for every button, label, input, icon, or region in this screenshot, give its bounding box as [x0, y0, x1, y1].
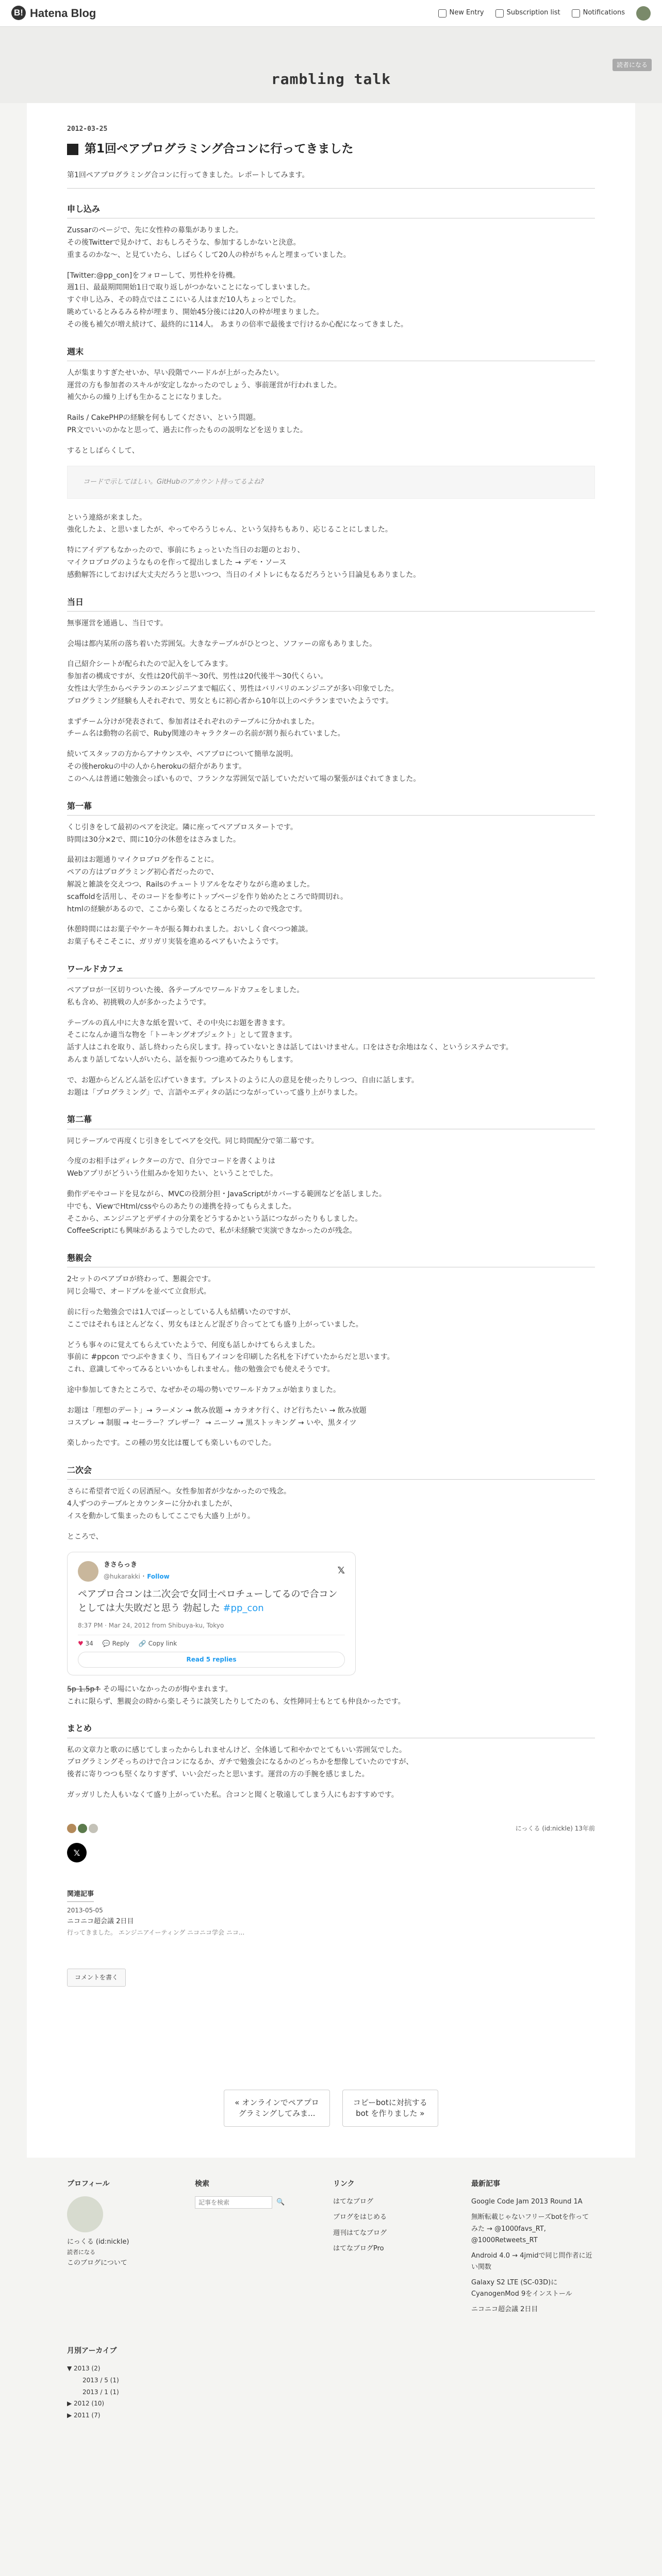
text-line: 楽しかったです。この種の男女比は覆しても楽しいものでした。 — [67, 1439, 276, 1448]
text-line: 会場は都内某所の落ち着いた雰囲気。大きなテーブルがひとつと、ソファーの席もありました。 — [67, 639, 377, 648]
paragraph — [67, 1384, 595, 1397]
text-line: ところで、 — [67, 1532, 103, 1541]
paragraph — [67, 445, 595, 457]
text-line: 後者に寄りつつも堅くなりすぎず、いい会だったと思います。運営の方の手腕を感じました。 — [67, 1770, 369, 1779]
footer-link[interactable]: ブログをはじめる — [333, 2213, 387, 2222]
text-line: 眺めているとみるみる枠が埋まり、開始45分後には20人の枠が埋まりました。 — [67, 308, 324, 316]
paragraph — [67, 985, 595, 1009]
archive-list — [67, 2363, 595, 2421]
paragraph — [67, 367, 595, 404]
archive-item[interactable]: 2013 / 1 (1) — [82, 2388, 119, 2396]
recent-module — [471, 2178, 595, 2320]
x-logo-icon[interactable]: 𝕏 — [337, 1565, 345, 1577]
profile-avatar[interactable] — [67, 2196, 103, 2232]
tweet-reply[interactable] — [103, 1638, 129, 1649]
profile-name[interactable]: にっくる (id:nickle) — [67, 2238, 129, 2246]
prev-line2: グラミングしてみま... — [238, 2108, 316, 2118]
text-line: [Twitter:@pp_con]をフォローして、男性枠を待機。 — [67, 271, 240, 280]
about-blog-link[interactable]: このブログについて — [67, 2259, 127, 2267]
text-line: 重まるのかな〜、と見ていたら、しばらくして20人の枠がちゃんと埋まっていました。 — [67, 250, 351, 259]
notifications-link[interactable] — [572, 7, 625, 19]
text-line: という連絡が来ました。 — [67, 513, 146, 522]
text-line: 無事運営を通過し、当日です。 — [67, 619, 168, 628]
text-line: その後Twitterで見かけて、おもしろそうな、参加するしかないと決意。 — [67, 238, 301, 247]
notifications-label: Notifications — [583, 9, 625, 17]
text-line: コスプレ → 制服 → セーラー？ブレザー？ → ニーソ → 黒ストッキング → いや、黒タイツ — [67, 1418, 357, 1427]
section-heading: 当日 — [67, 595, 595, 612]
star-user-icon[interactable] — [89, 1824, 98, 1833]
paragraph — [67, 822, 595, 846]
related-entries — [67, 1888, 595, 1938]
recent-entry-link[interactable]: ニコニコ超会議 2日目 — [471, 2306, 538, 2314]
tweet-text: ペアプロ合コンは二次会で女同士ペロチューしてるので合コンとしては大失敗だと思う 勃起した — [78, 1589, 338, 1614]
text-line: で、お題からどんどん話を広げていきます。ブレストのように人の意見を使ったりしつつ、自由に話します。 — [67, 1076, 419, 1084]
text-line: プログラミングそっちのけで合コンになるか、ガチで勉強会になるかのどっちかを想像していたのですが、 — [67, 1758, 413, 1767]
paragraph — [67, 1136, 595, 1148]
search-icon[interactable]: 🔍 — [276, 2198, 285, 2207]
code-note: コードで示してほしい。GitHubのアカウント持ってるよね? — [67, 466, 595, 499]
text-line: 私の文章力と歌のに感じてしまったからしれませんけど、全体通して和やかでとてもいい雰囲気でした。 — [67, 1745, 406, 1754]
tweet-author: きさらっき — [104, 1561, 138, 1569]
star-user-icon[interactable] — [67, 1824, 76, 1833]
footer-modules — [27, 2158, 635, 2341]
paragraph — [67, 1018, 595, 1066]
text-line: 今度のお相手はディレクターの方で、自分でコードを書くよりは — [67, 1157, 276, 1166]
footer-link[interactable]: はてなブログ — [333, 2198, 374, 2206]
text-line: イスを動かして集まったのもしてここでも大盛り上がり。 — [67, 1512, 255, 1520]
subscription-label: Subscription list — [506, 9, 560, 17]
text-line: Zussarのページで、先に女性枠の募集がありました。 — [67, 226, 243, 235]
text-line: これ、意識してやってみるといいかもしれません。他の勉強会でも使えそうです。 — [67, 1365, 335, 1374]
paragraph — [67, 1531, 595, 1544]
entry-pager — [67, 2090, 595, 2127]
text-line: ガッガリした人もいなくて盛り上がっていた私。合コンと聞くと敬遠してしまう人にもおすすめです。 — [67, 1790, 399, 1799]
user-avatar[interactable] — [636, 6, 651, 21]
paragraph — [67, 1307, 595, 1331]
section-heading: 申し込み — [67, 202, 595, 218]
text-line: 女性は大学生からベテランのエンジニアまで幅広く、男性はバリバリのエンジニアが多い印象でした。 — [67, 684, 399, 693]
entry-sections-2 — [67, 512, 595, 1544]
text-line: 補欠からの繰り上げも生かることになりました。 — [67, 393, 226, 402]
text-line: そこになんか適当な物を「トーキングオブジェクト」として置きます。 — [67, 1031, 297, 1040]
new-entry-label: New Entry — [449, 9, 484, 17]
profile-subscribe[interactable]: 読者になる — [67, 2249, 95, 2256]
text-line: 4人ずつのテーブルとカウンターに分かれましたが、 — [67, 1500, 237, 1509]
text-line: プログラミング経験も人それぞれで、男女ともに初心者から10年以上のベテランまでいたようです。 — [67, 697, 393, 705]
related-desc: 行ってきました。 エンジニアイーティング ニコニコ学会 ニコ... — [67, 1928, 245, 1936]
text-line: 2セットのペアプロが終わって、懇親会です。 — [67, 1275, 216, 1284]
text-line: CoffeeScriptにも興味があるようでしたので、私が未経験で実演できなかったのが残念。 — [67, 1227, 357, 1235]
struck-text: 5p 1.5p↑ — [67, 1685, 101, 1693]
paragraph — [67, 749, 595, 785]
related-label: 関連記事 — [67, 1889, 94, 1902]
archive-heading: 月別アーカイブ — [67, 2347, 117, 2355]
tweet-avatar — [78, 1561, 98, 1582]
text-line: このへんは普通に勉強会っぽいもので、フランクな雰囲気で話していただいて場の緊張がほぐれてきました。 — [67, 774, 421, 783]
text-line: チーム名は動物の名前で、Ruby関連のキャラクターの名前が割り振られていました。 — [67, 730, 345, 738]
text-line: Webアプリがどういう仕組みかを知りたい、ということでした。 — [67, 1170, 277, 1178]
title-square-icon — [67, 144, 78, 155]
tweet-copy-link[interactable] — [139, 1638, 177, 1649]
after-tweet-para — [67, 1684, 595, 1708]
text-line: 私も含め、初挑戦の人が多かったようです。 — [67, 998, 211, 1007]
logo-text: Hatena Blog — [30, 6, 96, 20]
text-line: まずチーム分けが発表されて、参加者はそれぞれのテーブルに分かれました。 — [67, 717, 319, 726]
text-line: くじ引きをして最初のペアを決定。隣に座ってペアプロスタートです。 — [67, 823, 297, 832]
blog-header — [0, 27, 662, 103]
recent-heading: 最新記事 — [471, 2179, 500, 2188]
text-line: ペアプロが一区切りついた後、各テーブルでワールドカフェをしました。 — [67, 986, 304, 995]
reply-icon: 💬 — [102, 1640, 110, 1648]
text-line: その後herokuの中の人からherokuの紹介があります。 — [67, 762, 246, 771]
prev-line1: « オンラインでペアプロ — [235, 2097, 319, 2107]
after-tweet-line1: その場にいなかったのが悔やまれます。 — [101, 1685, 233, 1693]
paragraph — [67, 638, 595, 651]
subscribe-button[interactable]: 読者になる — [613, 59, 652, 71]
archive-item[interactable]: ▶ 2012 (10) — [67, 2400, 105, 2408]
text-line: するとしばらくして、 — [67, 446, 139, 455]
text-line: 動作デモやコードを見ながら、MVCの役割分担・JavaScriptがカバーする範囲などを話しました。 — [67, 1190, 386, 1199]
share-buttons — [67, 1843, 595, 1862]
tweet-hashtag[interactable]: #pp_con — [223, 1602, 264, 1614]
section-heading: 第二幕 — [67, 1112, 595, 1129]
entry-title[interactable] — [67, 139, 595, 159]
text-line: 話す人はこれを取り、話し終わったら戻します。持っていないときは話してはいけません。口をはさむ余地はなく、というシステムです。 — [67, 1043, 513, 1052]
paragraph — [67, 658, 595, 707]
paragraph — [67, 545, 595, 581]
link-icon: 🔗 — [138, 1640, 146, 1648]
bell-icon — [572, 9, 580, 18]
section-heading: 二次会 — [67, 1463, 595, 1480]
footer-link[interactable]: はてなブログPro — [333, 2244, 384, 2252]
text-line: 週1日、最最期間開始1日で取り返しがつかないことになってしまいました。 — [67, 283, 315, 292]
entry-author-footer[interactable]: にっくる (id:nickle) 13年前 — [515, 1824, 595, 1832]
hatena-blog-logo[interactable] — [11, 4, 96, 23]
text-line: 参加者の構成ですが、女性は20代前半〜30代、男性は20代後半〜30代くらい。 — [67, 672, 328, 681]
pencil-icon — [438, 9, 446, 18]
text-line: マイクロブログのようなものを作って提出しました → デモ・ソース — [67, 558, 287, 567]
text-line: htmlの経験があるので、ここから楽しくなるところだったので残念です。 — [67, 905, 307, 913]
tweet-time[interactable]: 8:37 PM · Mar 24, 2012 from Shibuya-ku, Tokyo — [78, 1620, 345, 1635]
paragraph — [67, 924, 595, 948]
paragraph — [67, 1189, 595, 1238]
section-heading: 第一幕 — [67, 799, 595, 816]
entry-date[interactable]: 2012-03-25 — [67, 125, 108, 133]
paragraph — [67, 1156, 595, 1180]
top-bar — [0, 0, 662, 27]
paragraph — [67, 854, 595, 916]
paragraph — [67, 1789, 595, 1802]
summary-section — [67, 1721, 595, 1801]
recent-entry-link[interactable]: 無断転載じゃないフリーズbotを作ってみた → @1000favs_RT, @1000Retweets_RT — [471, 2213, 589, 2244]
paragraph — [67, 618, 595, 630]
text-line: 人が集まりすぎたせいか、早い段階でハードルが上がったみたい。 — [67, 368, 284, 377]
after-tweet-line2: これに限らず、懇親会の時から楽しそうに談笑したりしてたのも、女性陣同士もとても仲良かったです。 — [67, 1697, 405, 1706]
section-heading: まとめ — [67, 1721, 595, 1738]
tweet-like[interactable] — [78, 1638, 93, 1649]
text-line: 特にアイデアもなかったので、事前にちょっといた当日のお題のとおり、 — [67, 546, 305, 555]
tweet-reply-label: Reply — [112, 1640, 129, 1648]
text-line: 事前に #ppcon でつぶやきまくり、当日もアイコンを印刷した名札を下げていたからだと思います。 — [67, 1353, 394, 1362]
search-input[interactable] — [195, 2196, 272, 2209]
paragraph — [67, 225, 595, 261]
x-share-icon[interactable]: 𝕏 — [67, 1843, 87, 1862]
text-line: 中でも、ViewでHtml/cssやらのあたりの連携を持ってもらえました。 — [67, 1202, 296, 1211]
embedded-tweet[interactable]: きさらっき @hukarakki · Follow 𝕏 ペアプロ合コンは二次会で女同士ペロチューしてるので合コンとしては大失敗だと思う 勃起した #pp_con 8:37 PM · Mar 24, 2012 from Shibuya-ku, Tokyo ♥ 34 💬 Reply 🔗 Copy link Read 5 replies — [67, 1552, 356, 1675]
section-heading: 週末 — [67, 345, 595, 361]
text-line: その後も補欠が増え続けて、最終的に114人。 あまりの倍率で最後まで行けるか心配になってきました。 — [67, 320, 408, 329]
star-row — [67, 1823, 595, 1834]
heart-icon: ♥ — [78, 1640, 84, 1648]
entry-article — [27, 103, 635, 2158]
tweet-copy-label: Copy link — [148, 1640, 177, 1648]
paragraph — [67, 1744, 595, 1781]
list-icon — [495, 9, 504, 18]
text-line: 時間は30分×2で、間に10分の休憩をはさみました。 — [67, 835, 240, 844]
text-line: どうも事々のに覚えてもらえていたようで、何度も話しかけてもらえました。 — [67, 1341, 320, 1349]
recent-entry-link[interactable]: Galaxy S2 LTE (SC-03D)にCyanogenMod 9をインストール — [471, 2278, 572, 2298]
related-date: 2013-05-05 — [67, 1907, 103, 1914]
tweet-handle: @hukarakki — [104, 1572, 140, 1580]
new-entry-link[interactable] — [438, 7, 484, 19]
entry-intro: 第1回ペアプログラミング合コンに行ってきました。レポートしてみます。 — [67, 170, 595, 189]
archive-item[interactable]: ▼ 2013 (2) — [67, 2364, 101, 2372]
search-module — [195, 2178, 319, 2320]
recent-entry-link[interactable]: Android 4.0 → 4jmidで同じ問作者に近い関数 — [471, 2251, 592, 2271]
subscription-link[interactable] — [495, 7, 560, 19]
hatena-logo-icon: B! — [11, 6, 26, 20]
links-list — [333, 2196, 457, 2254]
paragraph — [67, 512, 595, 537]
text-line: 休憩時間にはお菓子やケーキが振る舞われました。おいしく食べつつ雑談。 — [67, 925, 312, 934]
paragraph — [67, 1437, 595, 1450]
recent-list — [471, 2196, 595, 2315]
text-line: Rails / CakePHPの経験を何もしてください、という問題。 — [67, 414, 260, 422]
text-line: すぐ申し込み、その時点ではここにいる人はまだ10人ちょっとでした。 — [67, 296, 301, 304]
profile-module — [67, 2178, 180, 2320]
entry-sections-1 — [67, 202, 595, 457]
text-line: 同じテーブルで再度くじ引きをしてペアを交代。同じ時間配分で第二幕です。 — [67, 1137, 319, 1145]
related-title[interactable]: ニコニコ超会議 2日目 — [67, 1917, 134, 1925]
text-line: 途中参加してきたところで、なぜかその場の勢いでワールドカフェが始まりました。 — [67, 1386, 341, 1394]
blog-title[interactable]: rambling talk — [271, 71, 391, 88]
text-line: 自己紹介シートが配られたので記入をしてみます。 — [67, 660, 233, 669]
text-line: 解説と雑談を交えつつ、Railsのチュートリアルをなぞりながら進めました。 — [67, 880, 315, 889]
search-heading: 検索 — [195, 2179, 209, 2188]
entry-title-text: 第1回ペアプログラミング合コンに行ってきました — [85, 142, 354, 156]
text-line: 最初はお題通りマイクロブログを作ることに。 — [67, 856, 219, 865]
text-line: ペアの方はプログラミング初心者だったので、 — [67, 868, 219, 877]
text-line: お題は「理想のデート」→ ラーメン → 飲み放題 → カラオケ行く、けど行ちたい → 飲み放題 — [67, 1406, 367, 1415]
text-line: 運営の方も参加者のスキルが安定しなかったのでしょう、事前運営が行われました。 — [67, 381, 341, 389]
archive-module — [27, 2340, 635, 2421]
paragraph — [67, 1274, 595, 1298]
write-comment-button[interactable]: コメントを書く — [67, 1969, 126, 1986]
text-line: 続いてスタッフの方からアナウンスや、ペアプロについて簡単な説明。 — [67, 750, 298, 759]
star-users[interactable] — [67, 1824, 98, 1833]
read-replies-button[interactable]: Read 5 replies — [78, 1652, 345, 1667]
next-entry-link[interactable] — [342, 2090, 438, 2127]
text-line: ここではそれもほとんどなく、男女もほとんど混ざり合ってとても盛り上がっていました。 — [67, 1320, 363, 1329]
profile-heading: プロフィール — [67, 2179, 110, 2188]
text-line: さらに希望者で近くの居酒屋へ。女性参加者が少なかったので残念。 — [67, 1487, 291, 1496]
text-line: お題は「プログラミング」で、言語やエディタの話につながっていって盛り上がりました。 — [67, 1088, 362, 1097]
text-line: あんまり話してない人がいたら、話を振りつつ進めてみたりもします。 — [67, 1056, 297, 1064]
tweet-body — [78, 1588, 345, 1615]
next-line2: bot を作りました » — [356, 2108, 425, 2118]
paragraph — [67, 1340, 595, 1376]
text-line: 強化したよ、と思いましたが、やってやろうじゃん、という気持ちもあり、応じることにしました。 — [67, 526, 392, 534]
paragraph — [67, 1075, 595, 1099]
section-heading: 懇親会 — [67, 1251, 595, 1267]
footer-link[interactable]: 週刊はてなブログ — [333, 2229, 387, 2237]
text-line: テーブルの真ん中に大きな紙を置いて、その中央にお題を書きます。 — [67, 1019, 290, 1027]
tweet-like-count: 34 — [85, 1640, 93, 1648]
text-line: 前に行った勉強会では1人でぼーっとしている人も結構いたのですが、 — [67, 1308, 295, 1317]
next-line1: コピーbotに対抗する — [353, 2097, 427, 2107]
star-user-icon[interactable] — [78, 1824, 87, 1833]
archive-item[interactable]: ▶ 2011 (7) — [67, 2412, 101, 2419]
paragraph — [67, 1405, 595, 1430]
prev-entry-link[interactable] — [224, 2090, 330, 2127]
text-line: お菓子もそこそこに、ガリガリ実装を進めるペアもいたようです。 — [67, 938, 283, 946]
text-line: 同じ会場で、オードブルを並べて立食形式。 — [67, 1287, 211, 1296]
text-line: PR文でいいのかなと思って、過去に作ったものの説明などを送りました。 — [67, 426, 307, 434]
paragraph — [67, 1486, 595, 1522]
text-line: scaffoldを活用し、そのコードを参考にトップページを作り始めたところで時間切れ。 — [67, 892, 347, 901]
paragraph — [67, 716, 595, 741]
section-heading: ワールドカフェ — [67, 962, 595, 978]
links-heading: リンク — [333, 2179, 355, 2188]
text-line: 感動解答にしておけば大丈夫だろうと思いつつ、当日のイメトレにもなるだろうという目論見もありました。 — [67, 570, 421, 579]
links-module — [333, 2178, 457, 2320]
recent-entry-link[interactable]: Google Code Jam 2013 Round 1A — [471, 2198, 583, 2206]
archive-item[interactable]: 2013 / 5 (1) — [82, 2376, 119, 2384]
paragraph — [67, 270, 595, 331]
tweet-follow-link[interactable]: Follow — [147, 1572, 170, 1580]
text-line: そこから、エンジニアとデザイナの分業をどうするかという話につながったりもしました。 — [67, 1214, 362, 1223]
paragraph — [67, 412, 595, 437]
